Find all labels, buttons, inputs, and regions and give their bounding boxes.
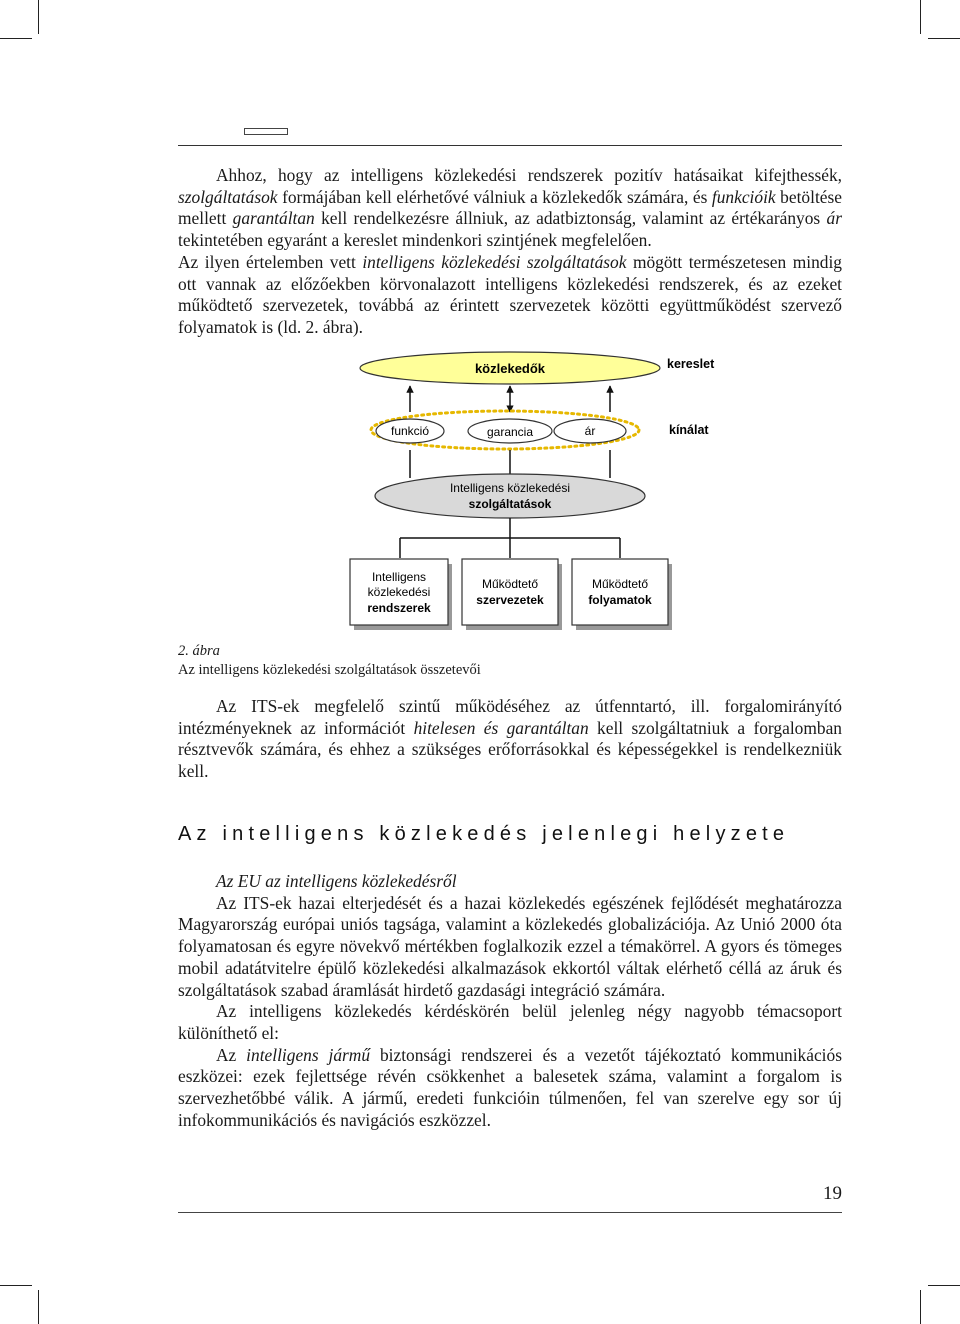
processes-label-2: folyamatok: [588, 593, 652, 607]
processes-label-1: Működtető: [591, 577, 649, 591]
section-heading: Az intelligens közlekedés jelenlegi helyzete: [178, 823, 790, 845]
crop-mark-bottom-left-v: [38, 1290, 39, 1324]
funkcio-label: funkció: [390, 424, 430, 438]
crop-mark-bottom-right-h: [928, 1285, 960, 1286]
crop-mark-bottom-left-h: [0, 1285, 32, 1286]
intro-text: [178, 165, 842, 339]
figure-number: 2. ábra: [178, 643, 220, 659]
garancia-label: garancia: [486, 425, 534, 439]
crop-mark-top-left-h: [0, 38, 32, 39]
services-label-2: szolgáltatások: [468, 497, 552, 511]
paragraph-2: Az ilyen értelemben vett intelligens közlekedési szolgáltatások mögött természetesen mindig ott vannak az előzőekben körvonalazott intelligens közlekedési rendszerek, és az ezeket működtető szervezetek, továbbá az érintett szervezetek közötti együttműködést szervező folyamatok is (ld. 2. ábra).: [178, 251, 842, 337]
services-label-1: Intelligens közlekedési: [449, 481, 571, 495]
figure-title: Az intelligens közlekedési szolgáltatások összetevői: [178, 662, 481, 678]
organizations-box: [462, 559, 558, 625]
page-number: 19: [823, 1183, 842, 1204]
crop-mark-top-right-h: [928, 38, 960, 39]
its-components-figure: [340, 350, 740, 635]
ar-label: ár: [584, 424, 596, 438]
systems-label-2: közlekedési: [367, 585, 431, 599]
crop-mark-top-right-v: [920, 0, 921, 34]
its-requirements-text: [178, 696, 842, 783]
processes-box: [572, 559, 668, 625]
supply-label: kínálat: [669, 423, 709, 437]
figure-caption: [178, 642, 481, 680]
paragraph-6: Az intelligens jármű biztonsági rendszerei és a vezetőt tájékoztató kommunikációs eszközei: ezek fejlettsége révén csökkenhet a balesetek száma, valamint a forgalom is szervezhetőbbé válik. A jármű, eredeti funkcióin túlmenően, fel van szerelve egy sor új infokommunikációs és navigációs eszközzel.: [178, 1044, 842, 1130]
systems-label-3: rendszerek: [367, 601, 431, 615]
subheading: Az EU az intelligens közlekedésről: [216, 871, 457, 891]
demand-label: kereslet: [667, 357, 715, 371]
systems-label-1: Intelligens: [371, 570, 427, 584]
organizations-label-2: szervezetek: [476, 593, 544, 607]
header-rule-tab: [244, 128, 288, 135]
crop-mark-bottom-right-v: [920, 1290, 921, 1324]
section-body: [178, 871, 842, 1131]
users-label: közlekedők: [474, 361, 546, 376]
organizations-label-1: Működtető: [481, 577, 539, 591]
header-rule: [178, 145, 842, 146]
paragraph-3: Az ITS-ek megfelelő szintű működéséhez az útfenntartó, ill. forgalomirányító intézményeknek az információt hitelesen és garantáltan kell szolgáltatniuk a forgalomban résztvevők számára, és ehhez a szükséges erőforrásokkal és képességekkel is rendelkezniük kell.: [178, 696, 842, 782]
footer-rule: [178, 1212, 842, 1213]
paragraph-5: Az intelligens közlekedés kérdéskörén belül jelenleg négy nagyobb témacsoport különíthető el:: [178, 1001, 842, 1043]
paragraph-4: Az ITS-ek hazai elterjedését és a hazai közlekedés egészének fejlődését meghatározza Magyarország európai uniós tagsága, valamint a közlekedés globalizációja. Az Unió 2000 óta folyamatosan és egyre növekvő mértékben foglalkozik ezzel a témakörrel. A gyors és tömeges mobil adatátvitelre épülő közlekedési alkalmazások ekkortól váltak elérhető céllá az áruk és szolgáltatások szabad áramlását hirdető gazdasági integráció számára.: [178, 892, 842, 1000]
paragraph-1: Ahhoz, hogy az intelligens közlekedési rendszerek pozitív hatásaikat kifejthessék, szolgáltatások formájában kell elérhetővé válniuk a közlekedők számára, és funkcióik betöltése mellett garantáltan kell rendelkezésre állniuk, az adatbiztonság, valamint az értékarányos ár tekintetében egyaránt a kereslet mindenkori szintjének megfelelően.: [178, 165, 842, 251]
crop-mark-top-left-v: [38, 0, 39, 34]
